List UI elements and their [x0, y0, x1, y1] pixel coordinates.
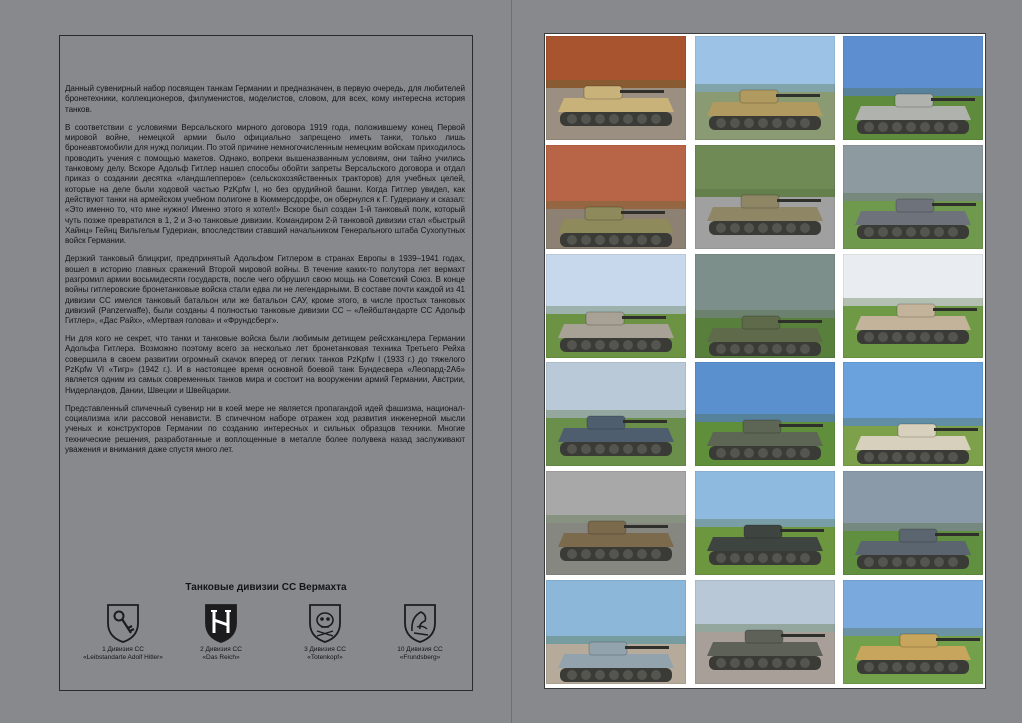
- key-shield-icon: [106, 603, 140, 643]
- tank-photo: [546, 362, 686, 466]
- tank-photo: [843, 36, 983, 140]
- oak-leaf-shield-icon: [403, 603, 437, 643]
- tank-photo: [546, 254, 686, 358]
- tank-photo: [843, 145, 983, 249]
- division-number: 2 Дивизия СС: [200, 646, 242, 653]
- page-spread-divider: [511, 0, 512, 723]
- intro-paragraph: В соответствии с условиями Версальского мирного договора 1919 года, положившему конец Первой мировой войне, немецкой армии было официально запрещено иметь танки, только лишь бронеавтомобили для нужд полиции. По этой причине немногочисленным немецким войскам приходилось проводить учения с помощью макетов. Однако, вопреки вышеназванным условиям, они тайно учились танковому делу. Вскоре Адольф Гитлер нашел способы обойти запреты Версальского договора и отдал приказ о создании десятка «ландшлепперов» (сельскохозяйственных тракторов) для учебных целей, которые на деле были ходовой частью PzKpfw I, но без орудийной башни. Когда Гитлер увидел, как действуют танки на армейском учебном полигоне в Кюммерсдорфе, он обернулся к Г. Гудериану и сказал: «Это именно то, что мне нужно! Именно этого я хотел!» Вскоре был создан 1-й танковый полк, который чуть позже превратился в 1, 2 и 3-ю танковые дивизии. Командиром 2-й танковой дивизии стал «быстрый Хайнц» Гейнц Вильгельм Гудериан, впоследствии ставший начальником Генерального штаба Сухопутных войск Германии.: [65, 122, 465, 246]
- tank-photo: [843, 580, 983, 684]
- division-name: «Frundsberg»: [399, 653, 441, 661]
- intro-paragraph: Ни для кого не секрет, что танки и танковые войска были любимым детищем рейсхканцлера Германии Адольфа Гитлера. Возможно поэтому всего за несколько лет бронетанковая техника Третьего Рейха совершила в своем развитии огромный скачок вперед от легких танков PzKpfw I (1933 г.) до тяжелого PzKpfw VI «Тигр» (1942 г.). И в настоящее время основной боевой танк Бундесвера «Леопард-2А6» является одним из самых современных танков мира и состоит на вооружении армий Германии, Австрии, Нидерландов, Дании, Швеции и Швейцарии.: [65, 334, 465, 395]
- tank-photo: [695, 254, 835, 358]
- tank-photo: [695, 36, 835, 140]
- tank-photo: [695, 362, 835, 466]
- division-number: 1 Дивизия СС: [102, 646, 144, 653]
- tank-photo: [695, 145, 835, 249]
- intro-paragraph: Представленный спичечный сувенир ни в коей мере не является пропагандой идей фашизма, национал-социализма или рассовой ненависти. В спичечном наборе отражен ход развития инженерной мысли ученых и конструкторов Германии по созданию интересных и сильных образцов техники. Многие технические решения, разработанные и воплощенные в металле более полувека назад заслуживают уважения и внимания даже спустя много лет.: [65, 403, 465, 454]
- division-name: «Das Reich»: [202, 653, 240, 661]
- intro-body-text: [65, 84, 465, 463]
- skull-shield-icon: [308, 603, 342, 643]
- divisions-heading: Танковые дивизии СС Вермахта: [185, 582, 347, 593]
- tank-photo: [695, 580, 835, 684]
- division-number: 10 Дивизия СС: [397, 646, 443, 653]
- division-name: «Totenkopf»: [307, 653, 343, 661]
- tank-photo: [695, 471, 835, 575]
- tank-photo: [546, 145, 686, 249]
- division-name: «Leibstandarte Adolf Hitler»: [83, 653, 163, 661]
- division-emblem: [365, 603, 475, 661]
- division-emblem: [166, 603, 276, 661]
- tank-photo: [546, 580, 686, 684]
- division-emblem: [270, 603, 380, 661]
- intro-paragraph: Дерзкий танковый блицкриг, предпринятый Адольфом Гитлером в странах Европы в 1939–1941 годах, вошел в историю главных сражений Второй мировой войны. В течение каких-то полутора лет вермахт разгромил армии восьмидесяти государств, после чего обрушил свою мощь на Советский Союз. В конце войны гитлеровские бронетанковые войска стали едва ли не легендарными. В составе почти каждой из 41 дивизии СС имелся танковый батальон или же батальон САУ, кроме этого, в числе простых танковых дивизий (Panzerwaffe), были созданы 4 полностью танковые дивизии СС – «Лейбштандарте СС Адольф Гитлер», «Дас Райх», «Мертвая голова» и «Фрундсберг».: [65, 254, 465, 326]
- intro-paragraph: Данный сувенирный набор посвящен танкам Германии и предназначен, в первую очередь, для любителей бронетехники, коллекционеров, филуменистов, моделистов, словом, для всех, кому интересна история танков.: [65, 84, 465, 114]
- tank-photo: [546, 471, 686, 575]
- wolfsangel-shield-icon: [204, 603, 238, 643]
- tank-photo: [546, 36, 686, 140]
- division-emblem: [68, 603, 178, 661]
- tank-photo: [843, 362, 983, 466]
- tank-photo: [843, 254, 983, 358]
- division-number: 3 Дивизия СС: [304, 646, 346, 653]
- tank-photo: [843, 471, 983, 575]
